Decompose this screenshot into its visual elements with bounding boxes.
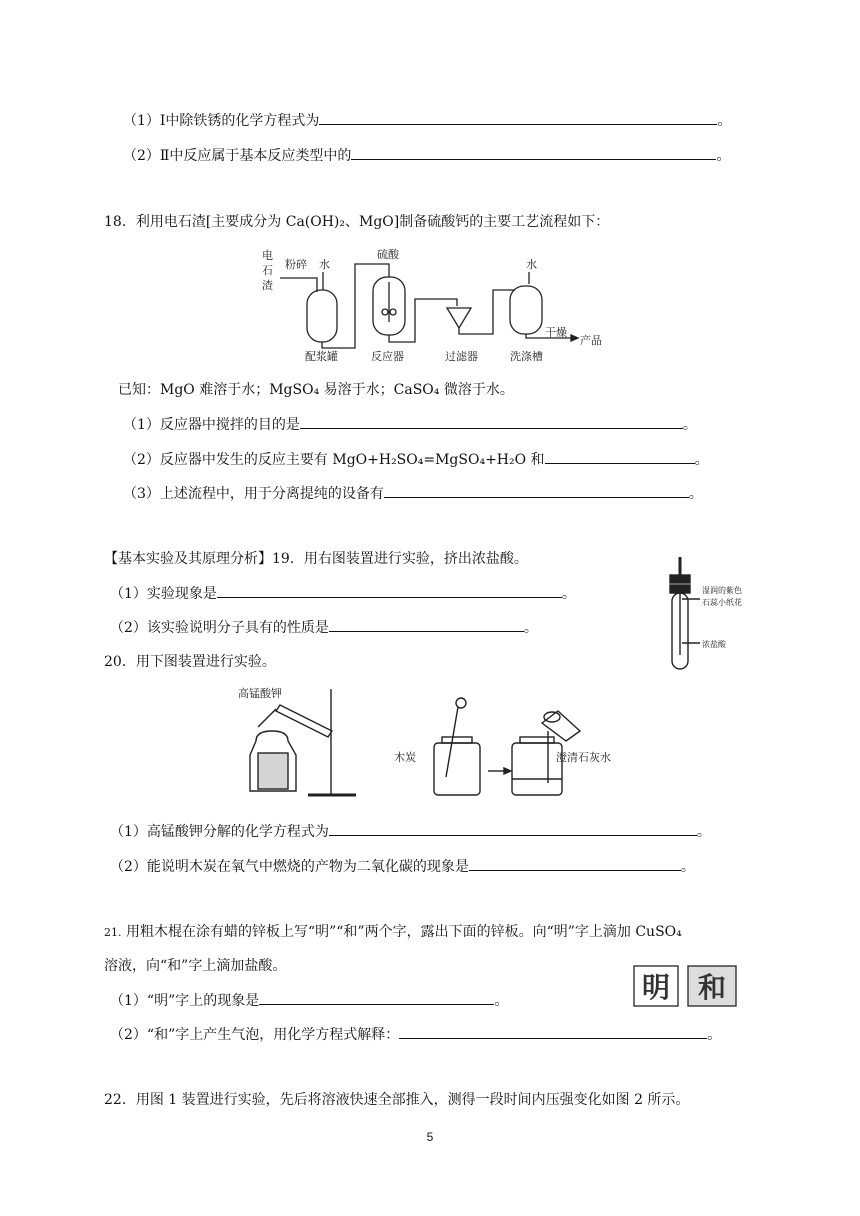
q20-part2 xyxy=(110,856,695,877)
fig-dry: 干燥 xyxy=(545,326,567,339)
answer-blank[interactable] xyxy=(300,414,683,429)
q21-part2-text: （2）“和”字上产生气泡，用化学方程式解释： xyxy=(110,1027,400,1043)
q20-part2-text: （2）能说明木炭在氧气中燃烧的产物为二氧化碳的现象是 xyxy=(110,859,469,875)
fig-kmno4-label: 高锰酸钾 xyxy=(238,687,282,700)
fig-acid: 硫酸 xyxy=(377,248,399,261)
q20-part1-text: （1）高锰酸钾分解的化学方程式为 xyxy=(110,824,329,840)
period: 。 xyxy=(696,824,711,840)
q20-part1 xyxy=(110,821,711,842)
q19-test-tube-figure xyxy=(660,555,752,673)
q17-part1 xyxy=(123,110,731,131)
period: 。 xyxy=(707,1027,722,1043)
fig-label-hcl: 浓盐酸 xyxy=(702,640,726,649)
fig-label-litmus-b: 石蕊小纸花 xyxy=(702,598,742,607)
answer-blank[interactable] xyxy=(259,990,494,1005)
q20-apparatus-figure xyxy=(236,683,626,801)
q21-zinc-plate-figure xyxy=(632,962,738,1010)
fig-char-he: 和 xyxy=(697,971,727,1004)
q18-part3-text: （3）上述流程中，用于分离提纯的设备有 xyxy=(123,486,384,502)
period: 。 xyxy=(682,417,697,433)
answer-blank[interactable] xyxy=(217,583,562,598)
fig-unit-1: 配浆罐 xyxy=(305,350,338,363)
q21-part1 xyxy=(110,990,508,1011)
answer-blank[interactable] xyxy=(384,483,689,498)
fig-charcoal-label: 木炭 xyxy=(394,751,416,764)
q21-stem-line1 xyxy=(104,922,682,943)
period: 。 xyxy=(717,113,732,129)
q21-part1-text: （1）“明”字上的现象是 xyxy=(110,993,260,1009)
q19-part1-text: （1）实验现象是 xyxy=(110,586,217,602)
fig-water1: 水 xyxy=(319,258,330,271)
q18-part2-text: （2）反应器中发生的反应主要有 MgO+H₂SO₄=MgSO₄+H₂O 和 xyxy=(123,452,545,468)
q21-number: 21. xyxy=(104,926,122,939)
answer-blank[interactable] xyxy=(469,856,681,871)
q17-part2-text: （2）Ⅱ中反应属于基本反应类型中的 xyxy=(123,148,352,164)
q21-stem-a: 用粗木棍在涂有蜡的锌板上写“明”“和”两个字，露出下面的锌板。向“明”字上滴加 CuSO₄ xyxy=(125,924,682,940)
q21-part2 xyxy=(110,1024,721,1045)
q18-stem: 18．利用电石渣[主要成分为 Ca(OH)₂、MgO]制备硫酸钙的主要工艺流程如下： xyxy=(104,214,610,230)
q17-part2 xyxy=(123,145,730,166)
period: 。 xyxy=(561,586,576,602)
fig-product: 产品 xyxy=(580,334,602,347)
q18-part2 xyxy=(123,449,709,470)
q19-part1 xyxy=(110,583,576,604)
fig-feed-char2: 石 xyxy=(262,264,273,277)
period: 。 xyxy=(688,486,703,502)
period: 。 xyxy=(694,452,709,468)
q19-part2-text: （2）该实验说明分子具有的性质是 xyxy=(110,620,329,636)
fig-limewater-label: 澄清石灰水 xyxy=(556,751,611,764)
answer-blank[interactable] xyxy=(351,145,716,160)
answer-blank[interactable] xyxy=(329,821,697,836)
answer-blank[interactable] xyxy=(545,449,695,464)
period: 。 xyxy=(680,859,695,875)
answer-blank[interactable] xyxy=(399,1024,707,1039)
q19-part2 xyxy=(110,617,538,638)
period: 。 xyxy=(523,620,538,636)
fig-crush: 粉碎 xyxy=(285,258,307,271)
q20-stem: 20．用下图装置进行实验。 xyxy=(104,654,276,670)
answer-blank[interactable] xyxy=(329,617,524,632)
q18-part3 xyxy=(123,483,703,504)
fig-char-ming: 明 xyxy=(641,971,671,1004)
q21-stem-line2: 溶液，向“和”字上滴加盐酸。 xyxy=(104,958,287,974)
q22-stem: 22．用图 1 装置进行实验，先后将溶液快速全部推入，测得一段时间内压强变化如图 2 所示。 xyxy=(104,1092,690,1108)
fig-label-litmus-a: 湿润的紫色 xyxy=(702,586,742,595)
answer-blank[interactable] xyxy=(319,110,717,125)
q18-process-flow-diagram xyxy=(255,242,615,370)
fig-unit-4: 洗涤槽 xyxy=(510,350,543,363)
fig-feed-char1: 电 xyxy=(262,249,273,262)
fig-unit-3: 过滤器 xyxy=(445,350,478,363)
q18-part1 xyxy=(123,414,697,435)
fig-water2: 水 xyxy=(526,258,537,271)
period: 。 xyxy=(716,148,731,164)
q18-known: 已知：MgO 难溶于水；MgSO₄ 易溶于水；CaSO₄ 微溶于水。 xyxy=(118,382,514,398)
q17-part1-text: （1）Ⅰ中除铁锈的化学方程式为 xyxy=(123,113,320,129)
q19-stem: 【基本实验及其原理分析】19．用右图装置进行实验，挤出浓盐酸。 xyxy=(104,551,528,567)
period: 。 xyxy=(494,993,509,1009)
fig-unit-2: 反应器 xyxy=(371,350,404,363)
q18-part1-text: （1）反应器中搅拌的目的是 xyxy=(123,417,300,433)
fig-feed-char3: 渣 xyxy=(262,279,273,292)
page-number: 5 xyxy=(426,1130,434,1144)
